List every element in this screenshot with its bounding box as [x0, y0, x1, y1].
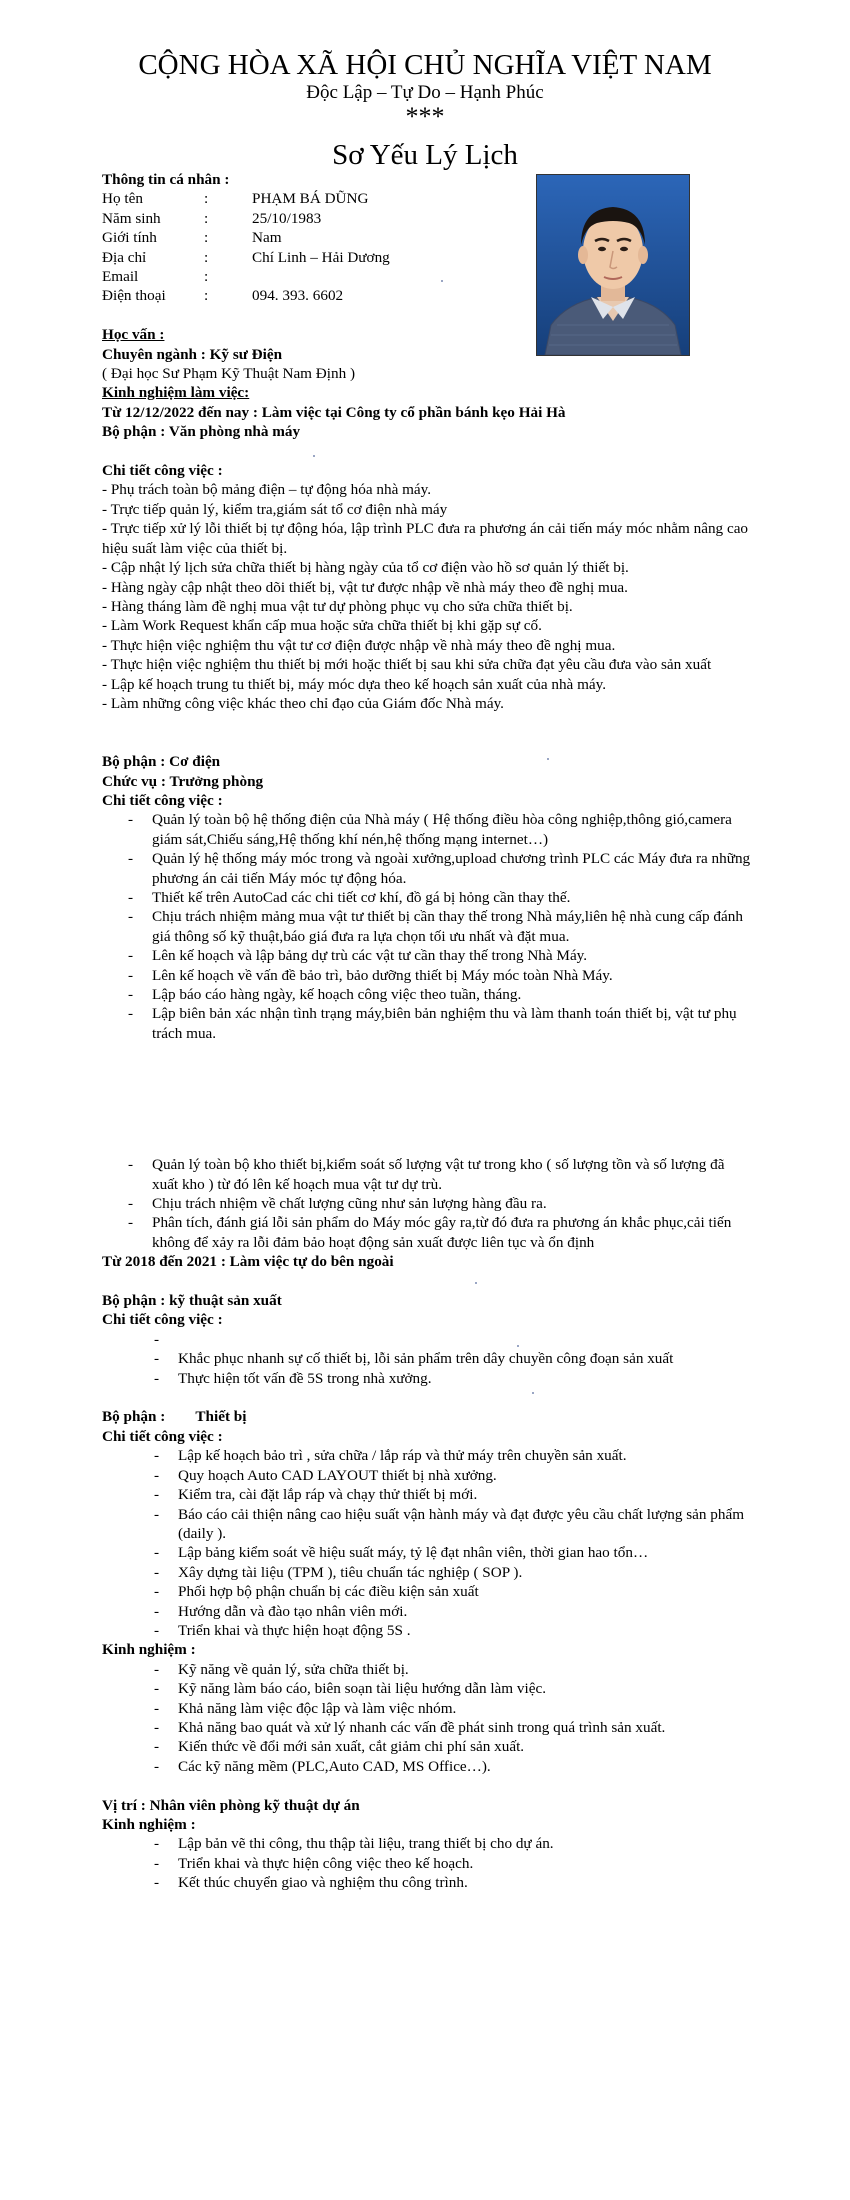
job1-task-list — [102, 480, 752, 713]
list-item: - Hàng tháng làm đề nghị mua vật tư dự phòng phục vụ cho sửa chữa thiết bị. — [102, 597, 573, 615]
job2-task-list — [102, 810, 752, 1043]
list-item: - Chịu trách nhiệm về chất lượng cũng như sản lượng hàng đầu ra. — [102, 1194, 752, 1213]
list-item: - Phân tích, đánh giá lỗi sản phẩm do Máy móc gây ra,từ đó đưa ra phương án khắc phục,cải tiến không để xảy ra lỗi đảm bảo hoạt động sản xuất được liên tục và ổn định — [102, 1213, 752, 1252]
list-item: - Kiến thức về đổi mới sản xuất, cắt giảm chi phí sản xuất. — [102, 1737, 752, 1756]
personal-row — [102, 209, 752, 228]
field-colon: : — [204, 248, 209, 266]
field-colon: : — [204, 229, 209, 247]
field-label: Địa chỉ — [102, 248, 147, 266]
scan-speck — [517, 1345, 519, 1347]
job3-period: Từ 2018 đến 2021 : Làm việc tự do bên ngoài — [102, 1253, 394, 1271]
list-item: - Làm những công việc khác theo chỉ đạo của Giám đốc Nhà máy. — [102, 694, 504, 712]
list-item: - Các kỹ năng mềm (PLC,Auto CAD, MS Office…). — [102, 1757, 752, 1776]
list-item: - Thực hiện việc nghiệm thu vật tư cơ điện được nhập về nhà máy theo đề nghị mua. — [102, 636, 616, 654]
job3-detail-heading: Chi tiết công việc : — [102, 1311, 223, 1329]
list-item: - Khả năng làm việc độc lập và làm việc nhóm. — [102, 1699, 752, 1718]
motto-stars: *** — [405, 102, 445, 131]
field-colon: : — [204, 190, 209, 208]
job4-task-list — [102, 1446, 752, 1640]
list-item: - Lập kế hoạch bảo trì , sửa chữa / lắp ráp và thử máy trên chuyền sản xuất. — [102, 1446, 752, 1465]
job1-period: Từ 12/12/2022 đến nay : Làm việc tại Công ty cổ phần bánh kẹo Hải Hà — [102, 403, 566, 421]
list-item: - Quy hoạch Auto CAD LAYOUT thiết bị nhà xưởng. — [102, 1466, 752, 1485]
job4-department: Bộ phận : Thiết bị — [102, 1408, 247, 1426]
list-item: - Thực hiện việc nghiệm thu thiết bị mới hoặc thiết bị sau khi sửa chữa đạt yêu cầu đưa vào sản xuất — [102, 656, 712, 674]
education-major: Chuyên ngành : Kỹ sư Điện — [102, 345, 283, 363]
list-item: - Lập bản vẽ thi công, thu thập tài liệu, trang thiết bị cho dự án. — [102, 1834, 752, 1853]
job5-position: Vị trí : Nhân viên phòng kỹ thuật dự án — [102, 1796, 360, 1814]
list-item: - Triển khai và thực hiện công việc theo kế hoạch. — [102, 1854, 752, 1873]
list-item: - Hướng dẫn và đào tạo nhân viên mới. — [102, 1602, 752, 1621]
personal-info-table — [102, 189, 752, 305]
field-colon: : — [204, 287, 209, 305]
skills-heading: Kinh nghiệm : — [102, 1641, 196, 1659]
list-item: - Cập nhật lý lịch sửa chữa thiết bị hàng ngày của tổ cơ điện vào hồ sơ quản lý thiết bị. — [102, 559, 629, 577]
list-item: - Kỹ năng làm báo cáo, biên soạn tài liệu hướng dẫn làm việc. — [102, 1679, 752, 1698]
field-label: Điện thoại — [102, 287, 166, 305]
job3-department: Bộ phận : kỹ thuật sản xuất — [102, 1292, 282, 1310]
field-value-gender: Nam — [252, 229, 282, 247]
personal-row — [102, 286, 752, 305]
list-item — [102, 1330, 752, 1349]
list-item: - Lên kế hoạch về vấn đề bảo trì, bảo dưỡng thiết bị Máy móc toàn Nhà Máy. — [102, 966, 752, 985]
job4-detail-heading: Chi tiết công việc : — [102, 1427, 223, 1445]
list-item: - Khả năng bao quát và xử lý nhanh các vấn đề phát sinh trong quá trình sản xuất. — [102, 1718, 752, 1737]
list-item: - Chịu trách nhiệm mảng mua vật tư thiết bị cần thay thế trong Nhà máy,liên hệ nhà cung cấp đánh giá thông số kỹ thuật,báo giá đưa ra lựa chọn tối ưu nhất và đặt mua. — [102, 907, 752, 946]
list-item: - Báo cáo cải thiện nâng cao hiệu suất vận hành máy và đạt được yêu cầu chất lượng sản phẩm (daily ). — [102, 1505, 752, 1544]
skills-list — [102, 1660, 752, 1776]
list-item: - Lập biên bản xác nhận tình trạng máy,biên bản nghiệm thu và làm thanh toán thiết bị, vật tư phụ trách mua. — [102, 1004, 752, 1043]
field-value-birth-year: 25/10/1983 — [252, 209, 322, 227]
job5-task-list — [102, 1834, 752, 1892]
list-item: - Quản lý toàn bộ kho thiết bị,kiểm soát số lượng vật tư trong kho ( số lượng tồn và số lượng đã xuất kho ) từ đó lên kế hoạch mua vật tư dự trù. — [102, 1155, 752, 1194]
list-item: - Trực tiếp xử lý lỗi thiết bị tự động hóa, lập trình PLC đưa ra phương án cải tiến máy móc nhằm nâng cao hiệu suất làm việc của thiết bị. — [102, 520, 749, 557]
list-item: - Triển khai và thực hiện hoạt động 5S . — [102, 1621, 752, 1640]
scan-speck — [313, 455, 315, 457]
scan-speck — [441, 280, 443, 282]
list-item: - Kết thúc chuyển giao và nghiệm thu công trình. — [102, 1873, 752, 1892]
education-school: ( Đại học Sư Phạm Kỹ Thuật Nam Định ) — [102, 365, 356, 383]
field-value-name: PHẠM BÁ DŨNG — [252, 190, 369, 208]
document-title: Sơ Yếu Lý Lịch — [332, 139, 518, 171]
job5-heading: Kinh nghiệm : — [102, 1816, 196, 1833]
list-item: - Lập kế hoạch trung tu thiết bị, máy móc dựa theo kế hoạch sản xuất của nhà máy. — [102, 675, 607, 693]
list-item: - Thiết kế trên AutoCad các chi tiết cơ khí, đồ gá bị hỏng cần thay thế. — [102, 888, 752, 907]
list-item: - Trực tiếp quản lý, kiểm tra,giám sát tổ cơ điện nhà máy — [102, 500, 448, 518]
field-colon: : — [204, 209, 209, 227]
job2-detail-heading: Chi tiết công việc : — [102, 791, 223, 809]
scan-speck — [532, 1392, 534, 1394]
personal-row — [102, 248, 752, 267]
list-item: - Xây dựng tài liệu (TPM ), tiêu chuẩn tác nghiệp ( SOP ). — [102, 1563, 752, 1582]
job2-department: Bộ phận : Cơ điện — [102, 753, 221, 771]
list-item: - Phụ trách toàn bộ mảng điện – tự động hóa nhà máy. — [102, 481, 432, 499]
job2-task-list-continued — [102, 1155, 752, 1252]
job3-task-list — [102, 1330, 752, 1388]
scan-speck — [475, 1282, 477, 1284]
nation-motto: Độc Lập – Tự Do – Hạnh Phúc — [306, 82, 544, 103]
field-colon: : — [204, 268, 209, 286]
list-item: - Làm Work Request khẩn cấp mua hoặc sửa chữa thiết bị khi gặp sự cố. — [102, 617, 542, 635]
list-item: - Thực hiện tốt vấn đề 5S trong nhà xưởng. — [102, 1369, 752, 1388]
field-label: Email — [102, 268, 139, 286]
education-heading: Học vấn : — [102, 326, 165, 344]
experience-heading: Kinh nghiệm làm việc: — [102, 384, 250, 402]
job2-position: Chức vụ : Trưởng phòng — [102, 772, 264, 790]
field-label: Giới tính — [102, 229, 157, 247]
personal-info-heading: Thông tin cá nhân : — [102, 171, 230, 188]
list-item: - Quản lý hệ thống máy móc trong và ngoài xưởng,upload chương trình PLC các Máy đưa ra những phương án cải tiến Máy móc tự động hóa. — [102, 849, 752, 888]
job1-detail-heading: Chi tiết công việc : — [102, 462, 223, 480]
list-item: - Kỹ năng về quản lý, sửa chữa thiết bị. — [102, 1660, 752, 1679]
field-label: Năm sinh — [102, 209, 161, 227]
scan-speck — [547, 758, 549, 760]
field-value-address: Chí Linh – Hải Dương — [252, 248, 390, 266]
list-item: - Kiểm tra, cài đặt lắp ráp và chạy thử thiết bị mới. — [102, 1485, 752, 1504]
list-item: - Quản lý toàn bộ hệ thống điện của Nhà máy ( Hệ thống điều hòa công nghiệp,thông gió,camera giám sát,Chiếu sáng,Hệ thống khí nén,hệ thống mạng internet…) — [102, 810, 752, 849]
job1-department: Bộ phận : Văn phòng nhà máy — [102, 423, 301, 441]
nation-heading: CỘNG HÒA XÃ HỘI CHỦ NGHĨA VIỆT NAM — [138, 49, 712, 81]
list-item: - Hàng ngày cập nhật theo dõi thiết bị, vật tư được nhập về nhà máy theo đề nghị mua. — [102, 578, 628, 596]
cv-content — [102, 170, 752, 1893]
field-value-phone: 094. 393. 6602 — [252, 287, 344, 305]
personal-row — [102, 189, 752, 208]
personal-row — [102, 228, 752, 247]
list-item: - Lên kế hoạch và lập bảng dự trù các vật tư cần thay thế trong Nhà Máy. — [102, 946, 752, 965]
field-label: Họ tên — [102, 190, 143, 208]
list-item: - Phối hợp bộ phận chuẩn bị các điều kiện sản xuất — [102, 1582, 752, 1601]
list-item: - Khắc phục nhanh sự cố thiết bị, lỗi sản phẩm trên dây chuyền công đoạn sản xuất — [102, 1349, 752, 1368]
list-item: - Lập báo cáo hàng ngày, kế hoạch công việc theo tuần, tháng. — [102, 985, 752, 1004]
personal-row — [102, 267, 752, 286]
list-item: - Lập bảng kiểm soát về hiệu suất máy, tỷ lệ đạt nhân viên, thời gian hao tổn… — [102, 1543, 752, 1562]
